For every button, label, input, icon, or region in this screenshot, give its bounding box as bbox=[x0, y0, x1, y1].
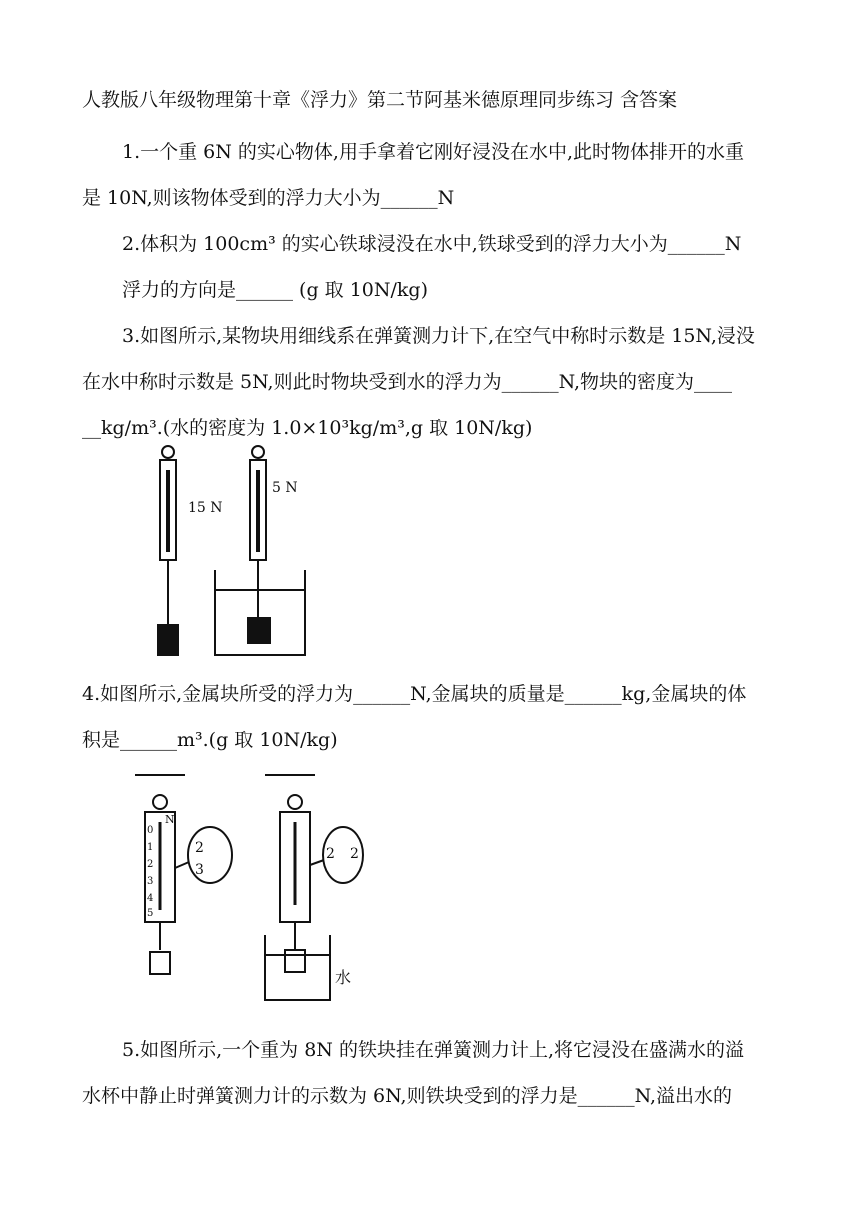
question-1-line-1: 1.一个重 6N 的实心物体,用手拿着它刚好浸没在水中,此时物体排开的水重 bbox=[122, 141, 745, 163]
question-5-line-1: 5.如图所示,一个重为 8N 的铁块挂在弹簧测力计上,将它浸没在盛满水的溢 bbox=[122, 1039, 745, 1061]
question-4-line-1: 4.如图所示,金属块所受的浮力为______N,金属块的质量是______kg,金属块的体 bbox=[82, 683, 747, 705]
figure-q3-drawing bbox=[140, 440, 320, 670]
question-3-line-1: 3.如图所示,某物块用细线系在弹簧测力计下,在空气中称时示数是 15N,浸没 bbox=[122, 325, 755, 347]
figure-q4-tick: 4 bbox=[147, 893, 154, 904]
question-5-line-2: 水杯中静止时弹簧测力计的示数为 6N,则铁块受到的浮力是______N,溢出水的 bbox=[82, 1085, 733, 1107]
figure-q4 bbox=[125, 770, 365, 1005]
figure-q4-tick: 3 bbox=[147, 876, 154, 887]
figure-q4-tick: 0 bbox=[147, 825, 154, 836]
figure-q3-label-water: 5 N bbox=[272, 480, 298, 496]
figure-q3-label-air: 15 N bbox=[188, 500, 223, 516]
figure-q4-tick: 2 bbox=[147, 859, 154, 870]
figure-q4-zoom-right-right: 2 bbox=[350, 846, 359, 862]
figure-q4-zoom-left-top: 2 bbox=[195, 840, 204, 856]
figure-q4-zoom-left-bottom: 3 bbox=[195, 862, 204, 878]
figure-q4-drawing bbox=[125, 770, 365, 1005]
page-title: 人教版八年级物理第十章《浮力》第二节阿基米德原理同步练习 含答案 bbox=[82, 89, 678, 111]
figure-q4-tick: 5 bbox=[147, 908, 154, 919]
question-3-line-3: __kg/m³.(水的密度为 1.0×10³kg/m³,g 取 10N/kg) bbox=[82, 417, 533, 439]
question-4-line-2: 积是______m³.(g 取 10N/kg) bbox=[82, 729, 338, 751]
figure-q4-zoom-right-left: 2 bbox=[326, 846, 335, 862]
figure-q4-unit: N bbox=[165, 813, 175, 826]
question-2-line-1: 2.体积为 100cm³ 的实心铁球浸没在水中,铁球受到的浮力大小为______N bbox=[122, 233, 742, 255]
question-3-line-2: 在水中称时示数是 5N,则此时物块受到水的浮力为______N,物块的密度为____ bbox=[82, 371, 733, 393]
question-2-line-2: 浮力的方向是______ (g 取 10N/kg) bbox=[122, 279, 428, 301]
figure-q4-tick: 1 bbox=[147, 842, 154, 853]
figure-q4-water-label: 水 bbox=[335, 968, 352, 987]
figure-q3 bbox=[140, 440, 320, 670]
question-1-line-2: 是 10N,则该物体受到的浮力大小为______N bbox=[82, 187, 455, 209]
